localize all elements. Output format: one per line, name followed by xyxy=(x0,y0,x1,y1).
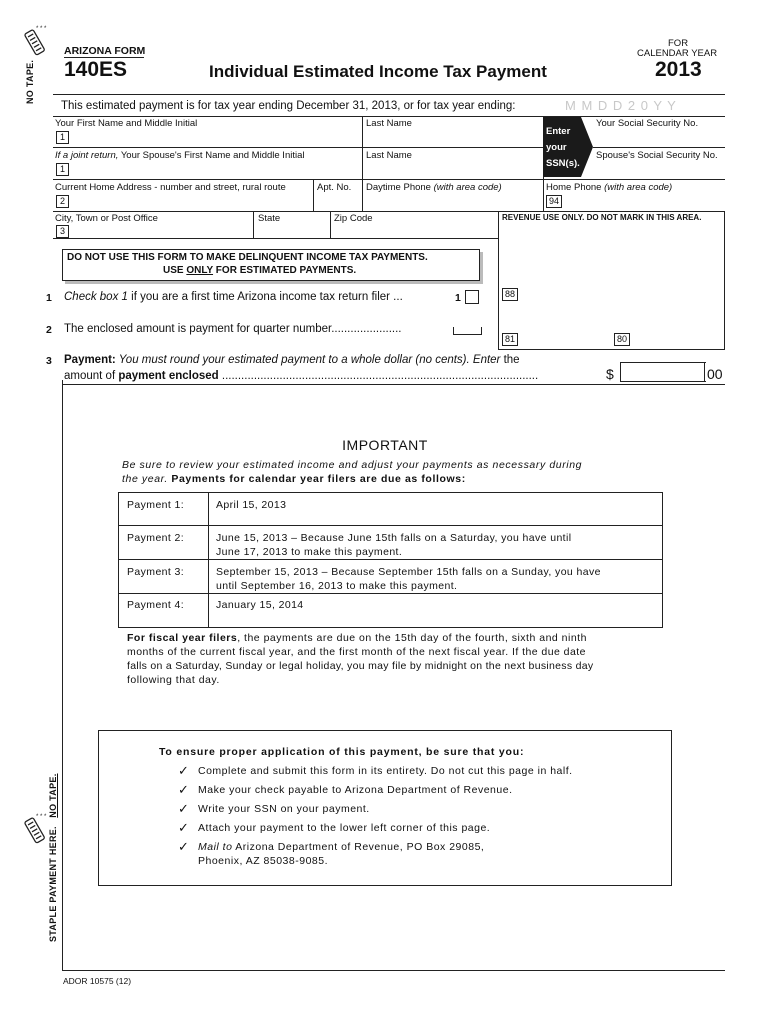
warning-line2: USE ONLY FOR ESTIMATED PAYMENTS. xyxy=(163,265,357,276)
spouse-ssn-input[interactable] xyxy=(596,163,725,179)
line2-number: 2 xyxy=(46,324,52,336)
line2-text: The enclosed amount is payment for quarter number...................... xyxy=(64,323,402,335)
fiscal-year-paragraph-1: For fiscal year filers, the payments are due on the 15th day of the fourth, sixth and ninth xyxy=(127,632,587,644)
checkmark-icon: ✓ xyxy=(178,839,189,854)
schedule-label-2: Payment 2: xyxy=(127,532,185,544)
staple-payment-here-label: STAPLE PAYMENT HERE. NO TAPE. xyxy=(48,773,58,942)
line-box-1-spouse: 1 xyxy=(56,163,69,176)
revenue-use-label: REVENUE USE ONLY. DO NOT MARK IN THIS AREA. xyxy=(502,213,702,222)
checkmark-icon: ✓ xyxy=(178,782,189,797)
form-number: 140ES xyxy=(64,58,128,81)
instruction-item-3: Write your SSN on your payment. xyxy=(198,803,370,815)
important-intro-2: the year. Payments for calendar year filers are due as follows: xyxy=(122,473,466,485)
spouse-ssn-label: Spouse's Social Security No. xyxy=(596,150,718,161)
instruction-item-2: Make your check payable to Arizona Department of Revenue. xyxy=(198,784,513,796)
staple-area-border xyxy=(62,380,63,971)
city-input[interactable] xyxy=(72,225,252,239)
checkmark-icon: ✓ xyxy=(178,801,189,816)
schedule-date-1: April 15, 2013 xyxy=(216,499,287,511)
checkmark-icon: ✓ xyxy=(178,820,189,835)
last-name-label: Last Name xyxy=(366,118,412,129)
dollar-sign: $ xyxy=(606,366,614,382)
first-name-label: Your First Name and Middle Initial xyxy=(55,118,198,129)
cents-label: 00 xyxy=(707,366,723,382)
important-intro-1: Be sure to review your estimated income and adjust your payments as necessary during xyxy=(122,459,583,471)
zip-input[interactable] xyxy=(334,225,498,239)
for-label: FOR xyxy=(668,38,689,49)
line3-number: 3 xyxy=(46,355,52,367)
enter-ssn-line1: Enter xyxy=(546,126,571,137)
schedule-date-2: June 15, 2013 – Because June 15th falls on a Saturday, you have until xyxy=(216,532,572,544)
schedule-date-3: September 15, 2013 – Because September 15th falls on a Sunday, you have xyxy=(216,566,601,578)
schedule-date-4: January 15, 2014 xyxy=(216,599,304,611)
revenue-box-88: 88 xyxy=(502,288,518,301)
staple-area-rule xyxy=(62,384,725,385)
spouse-name-label: If a joint return, Your Spouse's First Name and Middle Initial xyxy=(55,150,305,161)
line3-text: Payment: You must round your estimated payment to a whole dollar (no cents). Enter the xyxy=(64,354,520,366)
schedule-label-1: Payment 1: xyxy=(127,499,185,511)
ssn-label: Your Social Security No. xyxy=(596,118,699,129)
apt-input[interactable] xyxy=(317,195,363,211)
daytime-phone-input[interactable] xyxy=(366,195,542,211)
svg-text:* * *: * * * xyxy=(36,26,47,32)
spouse-first-name-input[interactable] xyxy=(72,163,361,179)
fiscal-year-paragraph-4: following that day. xyxy=(127,674,220,686)
form-title: Individual Estimated Income Tax Payment xyxy=(209,62,547,81)
calendar-year-label: CALENDAR YEAR xyxy=(637,48,718,59)
checkmark-icon: ✓ xyxy=(178,763,189,778)
instruction-item-1: Complete and submit this form in its entirety. Do not cut this page in half. xyxy=(198,765,573,777)
instruction-item-mail-2: Phoenix, AZ 85038-9085. xyxy=(198,855,329,867)
warning-line1: DO NOT USE THIS FORM TO MAKE DELINQUENT INCOME TAX PAYMENTS. xyxy=(67,252,428,263)
address-label: Current Home Address - number and street, rural route xyxy=(55,182,286,193)
state-input[interactable] xyxy=(258,225,330,239)
line-box-3: 3 xyxy=(56,225,69,238)
staple-icon xyxy=(22,812,48,846)
important-heading: IMPORTANT xyxy=(342,437,428,453)
line1-number: 1 xyxy=(46,292,52,304)
tax-year-text: This estimated payment is for tax year ending December 31, 2013, or for tax year ending: xyxy=(61,100,516,112)
home-phone-label: Home Phone (with area code) xyxy=(546,182,673,193)
first-time-filer-checkbox[interactable] xyxy=(465,290,479,304)
city-label: City, Town or Post Office xyxy=(55,213,158,224)
daytime-phone-label: Daytime Phone (with area code) xyxy=(366,182,502,193)
fiscal-year-paragraph-2: months of the current fiscal year, and the first month of the next fiscal year. If the due date xyxy=(127,646,586,658)
line-box-2: 2 xyxy=(56,195,69,208)
enter-ssn-line3: SSN(s). xyxy=(546,158,580,169)
svg-text:* * *: * * * xyxy=(36,814,47,820)
revenue-box-81: 81 xyxy=(502,333,518,346)
spouse-last-name-label: Last Name xyxy=(366,150,412,161)
schedule-date-3b: until September 16, 2013 to make this payment. xyxy=(216,580,458,592)
header-rule xyxy=(53,94,725,95)
tax-year-end-date-field[interactable]: M M D D 2 0 Y Y xyxy=(565,98,677,113)
line-box-1: 1 xyxy=(56,131,69,144)
first-name-input[interactable] xyxy=(72,131,361,147)
fiscal-year-paragraph-3: falls on a Saturday, Sunday or legal holiday, you may file by midnight on the next business day xyxy=(127,660,594,672)
home-phone-input[interactable] xyxy=(566,195,725,211)
no-tape-label: NO TAPE. xyxy=(25,59,35,104)
line-box-94: 94 xyxy=(546,195,562,208)
revenue-box-80: 80 xyxy=(614,333,630,346)
form-code: ADOR 10575 (12) xyxy=(63,976,132,986)
schedule-label-4: Payment 4: xyxy=(127,599,185,611)
zip-label: Zip Code xyxy=(334,213,373,224)
instruction-item-4: Attach your payment to the lower left corner of this page. xyxy=(198,822,491,834)
form-state-label: ARIZONA FORM xyxy=(64,45,146,57)
instructions-heading: To ensure proper application of this payment, be sure that you: xyxy=(159,746,525,758)
enter-ssn-line2: your xyxy=(546,142,567,153)
payment-amount-field[interactable] xyxy=(620,362,706,382)
line1-box-label: 1 xyxy=(455,292,461,304)
schedule-date-2b: June 17, 2013 to make this payment. xyxy=(216,546,403,558)
spouse-last-name-input[interactable] xyxy=(366,163,542,179)
instruction-item-mail: Mail to Arizona Department of Revenue, PO Box 29085, xyxy=(198,841,485,853)
ssn-input[interactable] xyxy=(596,131,725,147)
line1-text: Check box 1 if you are a first time Arizona income tax return filer ... xyxy=(64,291,403,303)
address-input[interactable] xyxy=(72,195,312,211)
form-year: 2013 xyxy=(655,58,702,81)
last-name-input[interactable] xyxy=(366,131,542,147)
footer-rule xyxy=(62,970,725,971)
staple-icon xyxy=(22,24,48,58)
line3-text-2: amount of payment enclosed ................................................................................................... xyxy=(64,370,539,382)
schedule-label-3: Payment 3: xyxy=(127,566,185,578)
apt-label: Apt. No. xyxy=(317,182,352,193)
quarter-number-field[interactable] xyxy=(453,327,482,335)
state-label: State xyxy=(258,213,281,224)
payment-schedule-table xyxy=(118,492,663,628)
